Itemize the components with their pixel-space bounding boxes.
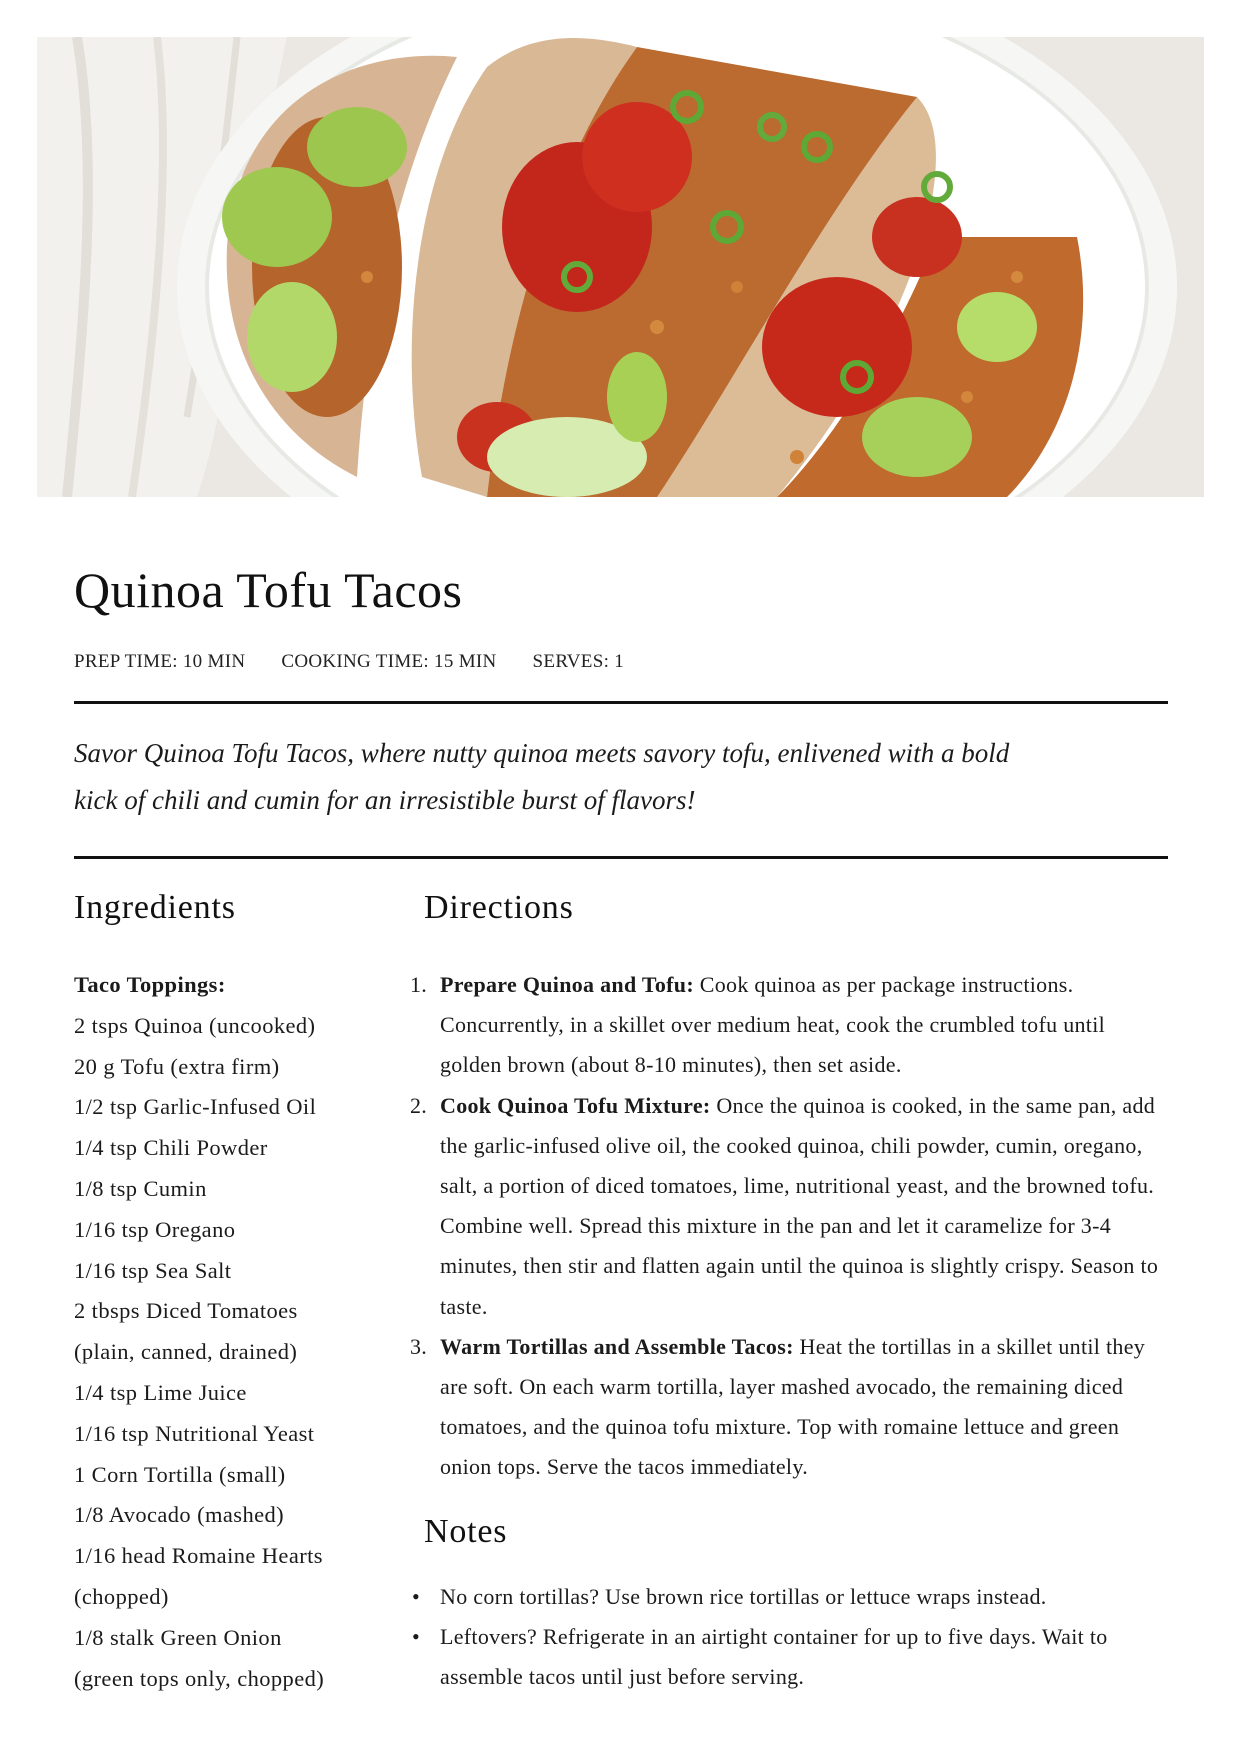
note-item <box>412 1617 1169 1697</box>
recipe-intro: Savor Quinoa Tofu Tacos, where nutty quinoa meets savory tofu, enlivened with a bold kick of chili and cumin for an irresistible burst of flavors! <box>74 738 1010 815</box>
ingredient-item: 1/16 tsp Sea Salt <box>74 1257 232 1283</box>
bullet-icon: • <box>412 1624 421 1650</box>
directions-heading: Directions <box>424 889 574 926</box>
step-number: 2. <box>410 1092 428 1118</box>
ingredient-item: 2 tbsps Diced Tomatoes <box>74 1298 298 1324</box>
ingredients-section-title: Taco Toppings: <box>74 972 226 997</box>
recipe-meta <box>74 651 624 673</box>
ingredient-item: 2 tsps Quinoa (uncooked) <box>74 1012 316 1038</box>
tacos-photo <box>37 37 1204 497</box>
ingredient-item: 1/8 stalk Green Onion <box>74 1624 282 1650</box>
direction-step <box>410 1086 1169 1327</box>
notes-list <box>412 1577 1169 1698</box>
direction-step <box>410 965 1169 1086</box>
notes-heading: Notes <box>424 1513 508 1550</box>
step-text: Heat the tortillas in a skillet until they are soft. On each warm tortilla, layer mashed avocado, the remaining diced tomatoes, and the quinoa tofu mixture. Top with romaine lettuce and green onion tops. Serve the tacos immediately. <box>440 1333 1146 1480</box>
step-number: 3. <box>410 1333 428 1359</box>
ingredient-item: 1/16 tsp Oregano <box>74 1216 236 1242</box>
ingredients-list <box>74 965 394 1699</box>
note-item <box>412 1577 1169 1617</box>
ingredient-item: 1 Corn Tortilla (small) <box>74 1461 286 1487</box>
step-title: Cook Quinoa Tofu Mixture: <box>440 1092 711 1118</box>
step-text: Once the quinoa is cooked, in the same pan, add the garlic-infused olive oil, the cooked quinoa, chili powder, cumin, oregano, salt, a portion of diced tomatoes, lime, nutritional yeast, and the browned tofu. Combine well. Spread this mixture in the pan and let it caramelize for 3-4 minutes, then stir and flatten again until the quinoa is slightly crispy. Season to taste. <box>440 1092 1159 1319</box>
ingredient-item: 20 g Tofu (extra firm) <box>74 1053 280 1079</box>
hero-image <box>37 37 1204 497</box>
recipe-title: Quinoa Tofu Tacos <box>74 562 463 618</box>
ingredient-item: 1/8 Avocado (mashed) <box>74 1502 285 1528</box>
step-text: Cook quinoa as per package instructions. Concurrently, in a skillet over medium heat, cook the crumbled tofu until golden brown (about 8-10 minutes), then set aside. <box>440 972 1106 1078</box>
ingredients-heading: Ingredients <box>74 889 236 926</box>
prep-time: PREP TIME: 10 MIN <box>74 651 246 672</box>
ingredient-item: 1/2 tsp Garlic-Infused Oil <box>74 1094 317 1120</box>
divider-top <box>74 701 1168 704</box>
bullet-icon: • <box>412 1584 421 1609</box>
note-text: No corn tortillas? Use brown rice tortillas or lettuce wraps instead. <box>440 1584 1047 1609</box>
ingredient-item: 1/16 head Romaine Hearts <box>74 1543 323 1569</box>
ingredient-item: (chopped) <box>74 1583 169 1609</box>
ingredient-item: 1/16 tsp Nutritional Yeast <box>74 1420 315 1446</box>
step-number: 1. <box>410 972 428 997</box>
ingredient-item: (green tops only, chopped) <box>74 1665 325 1691</box>
ingredient-item: 1/4 tsp Lime Juice <box>74 1379 247 1405</box>
ingredient-item: 1/4 tsp Chili Powder <box>74 1135 268 1161</box>
ingredient-item: (plain, canned, drained) <box>74 1339 298 1365</box>
serves: SERVES: 1 <box>532 651 624 672</box>
direction-step <box>410 1327 1169 1488</box>
note-text: Leftovers? Refrigerate in an airtight container for up to five days. Wait to assemble tacos until just before serving. <box>440 1624 1108 1690</box>
directions-list <box>410 965 1169 1488</box>
step-title: Warm Tortillas and Assemble Tacos: <box>440 1333 794 1359</box>
step-title: Prepare Quinoa and Tofu: <box>440 972 694 997</box>
divider-bottom <box>74 856 1168 859</box>
ingredient-item: 1/8 tsp Cumin <box>74 1175 207 1201</box>
cooking-time: COOKING TIME: 15 MIN <box>281 651 497 672</box>
